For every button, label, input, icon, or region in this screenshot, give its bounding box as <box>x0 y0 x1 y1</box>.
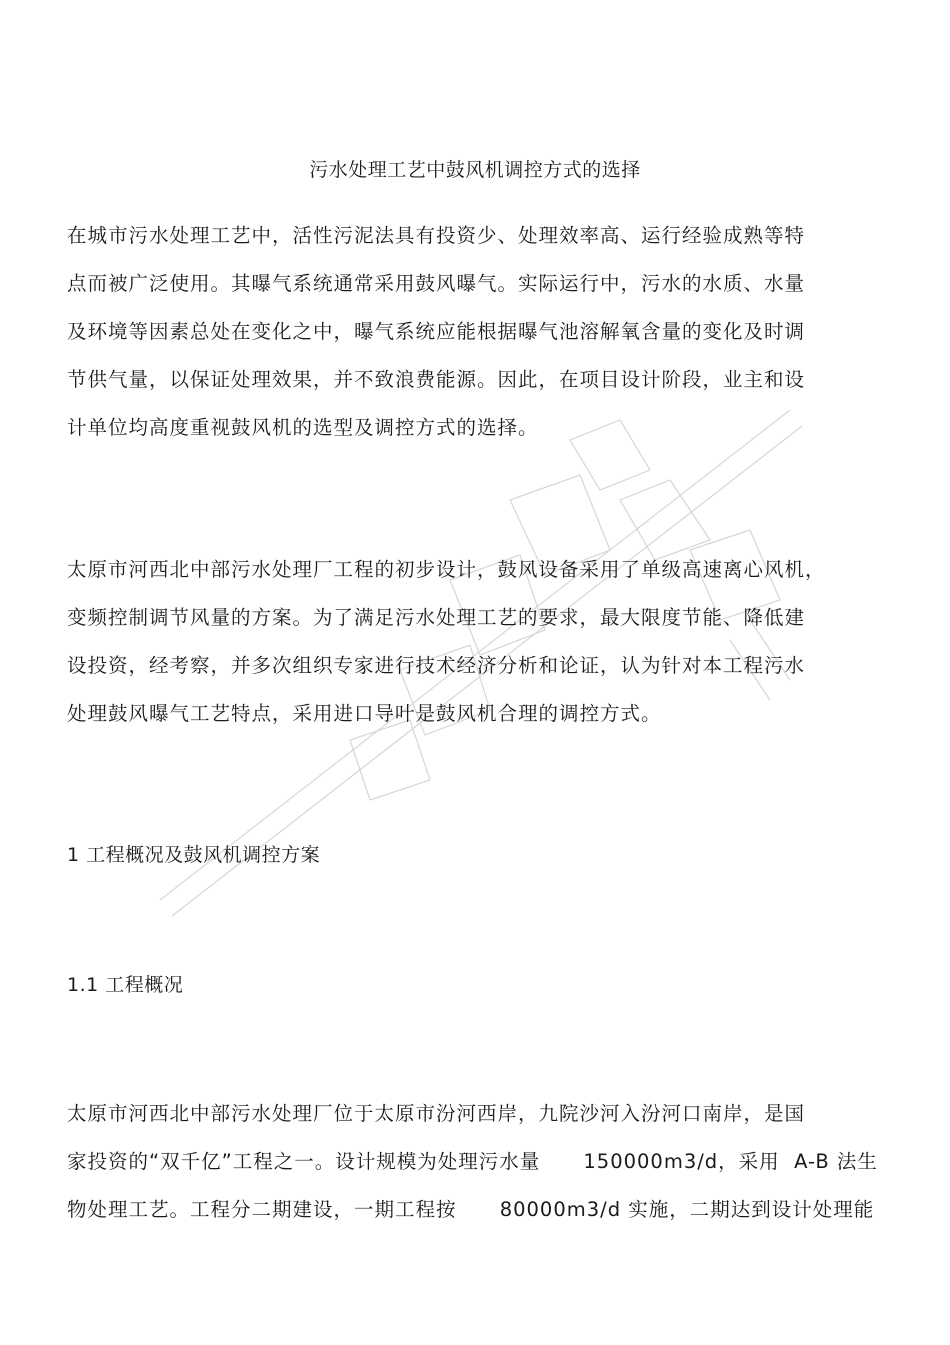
paragraph-line: 物处理工艺。工程分二期建设，一期工程按 80000m3/d 实施，二期达到设计处理能 <box>67 1198 875 1221</box>
paragraph-line: 及环境等因素总处在变化之中，曝气系统应能根据曝气池溶解氧含量的变化及时调 <box>67 320 806 343</box>
paragraph-line: 处理鼓风曝气工艺特点，采用进口导叶是鼓风机合理的调控方式。 <box>67 702 662 725</box>
paragraph-overview <box>67 1090 887 1234</box>
section-heading: 1 工程概况及鼓风机调控方案 <box>67 844 321 866</box>
paragraph-line: 太原市河西北中部污水处理厂工程的初步设计，鼓风设备采用了单级高速离心风机， <box>67 558 826 581</box>
paragraph-line: 家投资的“双千亿”工程之一。设计规模为处理污水量 150000m3/d，采用 A-B 法生 <box>67 1150 878 1173</box>
paragraph-line: 点而被广泛使用。其曝气系统通常采用鼓风曝气。实际运行中，污水的水质、水量 <box>67 272 806 295</box>
paragraph-intro <box>67 212 887 452</box>
paragraph-line: 太原市河西北中部污水处理厂位于太原市汾河西岸，九院沙河入汾河口南岸，是国 <box>67 1102 806 1125</box>
paragraph-design <box>67 546 887 738</box>
paragraph-line: 变频控制调节风量的方案。为了满足污水处理工艺的要求，最大限度节能、降低建 <box>67 606 806 629</box>
subsection-heading: 1.1 工程概况 <box>67 974 184 996</box>
paragraph-line: 在城市污水处理工艺中，活性污泥法具有投资少、处理效率高、运行经验成熟等特 <box>67 224 806 247</box>
document-title: 污水处理工艺中鼓风机调控方式的选择 <box>309 159 641 181</box>
paragraph-line: 计单位均高度重视鼓风机的选型及调控方式的选择。 <box>67 416 539 439</box>
paragraph-line: 节供气量，以保证处理效果，并不致浪费能源。因此，在项目设计阶段，业主和设 <box>67 368 806 391</box>
paragraph-line: 设投资，经考察，并多次组织专家进行技术经济分析和论证，认为针对本工程污水 <box>67 654 806 677</box>
